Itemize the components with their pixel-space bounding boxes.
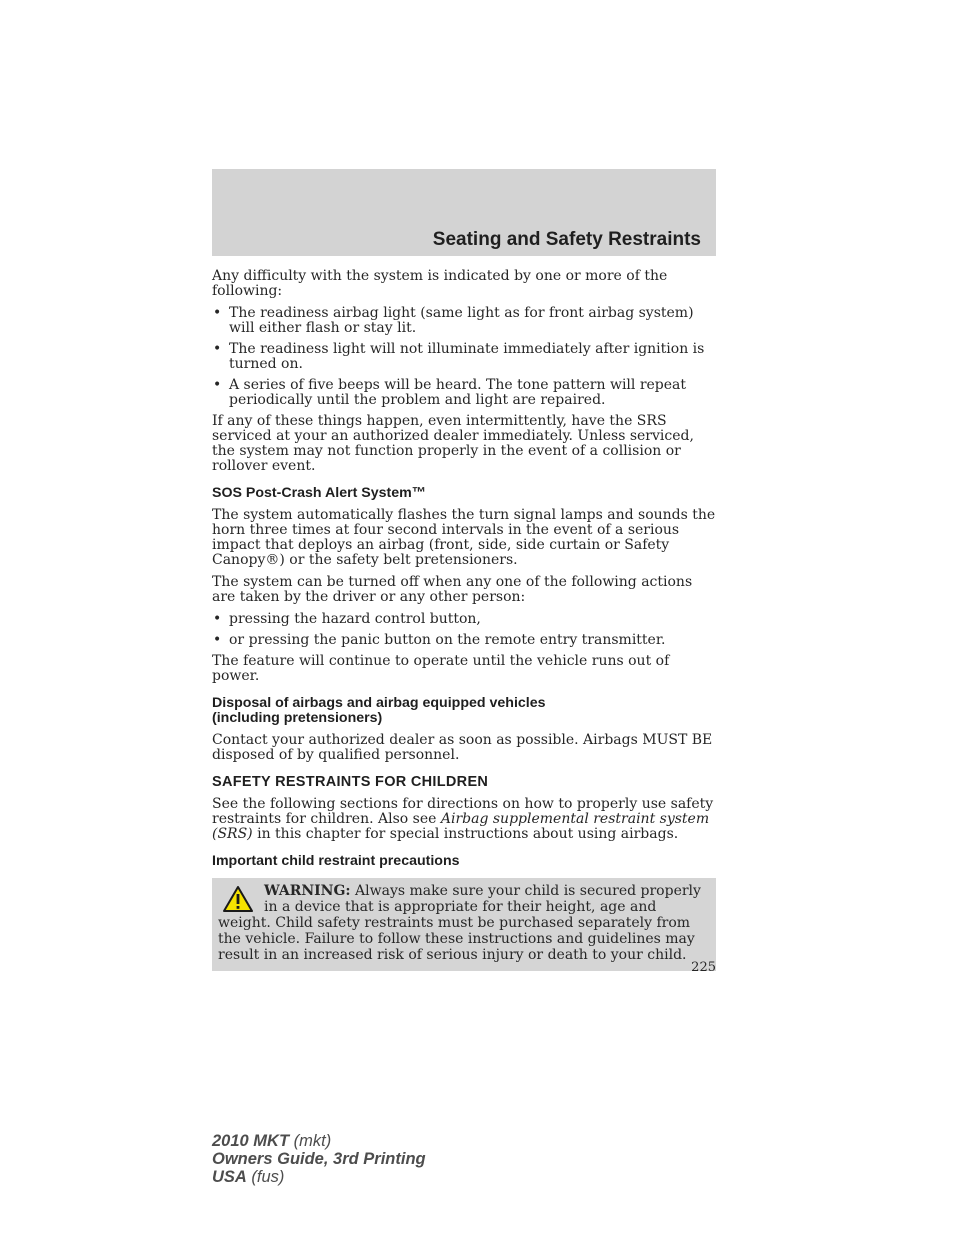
warning-box	[212, 878, 716, 971]
list-item: • A series of five beeps will be heard. The tone pattern will repeat periodically until the problem and light are repaired.	[212, 378, 716, 408]
precautions-heading: Important child restraint precautions	[212, 853, 460, 869]
footer-line-3	[212, 1168, 426, 1186]
intro-paragraph: Any difficulty with the system is indicated by one or more of the following:	[212, 268, 668, 299]
footer-market-code: (fus)	[246, 1168, 285, 1186]
footer-model: 2010 MKT	[212, 1132, 290, 1150]
disposal-heading	[212, 696, 716, 726]
footer-line-2	[212, 1150, 426, 1168]
children-text-italic: Airbag supplemental restraint system (SRS)	[212, 811, 710, 842]
srs-service-paragraph: If any of these things happen, even intermittently, have the SRS serviced at your an authorized dealer immediately. Unless serviced, the system may not function properly in the event of a collision or rollover event.	[212, 413, 694, 474]
list-item: • pressing the hazard control button,	[212, 612, 716, 627]
sos-heading: SOS Post-Crash Alert System™	[212, 485, 426, 501]
children-text-after: in this chapter for special instructions about using airbags.	[252, 826, 679, 842]
footer-line-1	[212, 1132, 426, 1150]
section-header-band	[212, 169, 716, 256]
footer-market: USA	[212, 1168, 247, 1186]
sos-bullet-list	[212, 612, 716, 648]
sos-paragraph-2: The system can be turned off when any one of the following actions are taken by the driver or any other person:	[212, 574, 693, 605]
section-title: Seating and Safety Restraints	[432, 229, 701, 250]
list-item: • The readiness airbag light (same light as for front airbag system) will either flash or stay lit.	[212, 306, 716, 336]
page-content	[212, 269, 716, 971]
children-paragraph	[212, 797, 716, 842]
sos-paragraph-1: The system automatically flashes the turn signal lamps and sounds the horn three times at four second intervals in the event of a serious impact that deploys an airbag (front, side, side curtain or Safety Canopy®) or the safety belt pretensioners.	[212, 507, 716, 568]
disposal-heading-line1: Disposal of airbags and airbag equipped vehicles	[212, 695, 546, 711]
intro-bullet-list	[212, 306, 716, 408]
sos-paragraph-3: The feature will continue to operate until the vehicle runs out of power.	[212, 653, 670, 684]
warning-label: WARNING:	[264, 883, 351, 899]
warning-triangle-icon	[222, 885, 254, 913]
warning-text: Always make sure your child is secured properly in a device that is appropriate for their height, age and weight. Child safety restraints must be purchased separately from the vehicle. Failure to follow these instructions and guidelines may result in an increased risk of serious injury or death to your child.	[218, 883, 701, 963]
disposal-paragraph: Contact your authorized dealer as soon as possible. Airbags MUST BE disposed of by qualified personnel.	[212, 732, 713, 763]
list-item: • or pressing the panic button on the remote entry transmitter.	[212, 633, 716, 648]
children-heading: SAFETY RESTRAINTS FOR CHILDREN	[212, 774, 489, 790]
page-number: 225	[691, 960, 716, 975]
disposal-heading-line2: (including pretensioners)	[212, 710, 383, 726]
list-item: • The readiness light will not illuminate immediately after ignition is turned on.	[212, 342, 716, 372]
footer	[212, 1132, 426, 1186]
footer-guide: Owners Guide, 3rd Printing	[212, 1150, 426, 1168]
children-text-before: See the following sections for directions on how to properly use safety restraints for children. Also see	[212, 796, 714, 827]
footer-model-code: (mkt)	[289, 1132, 332, 1150]
